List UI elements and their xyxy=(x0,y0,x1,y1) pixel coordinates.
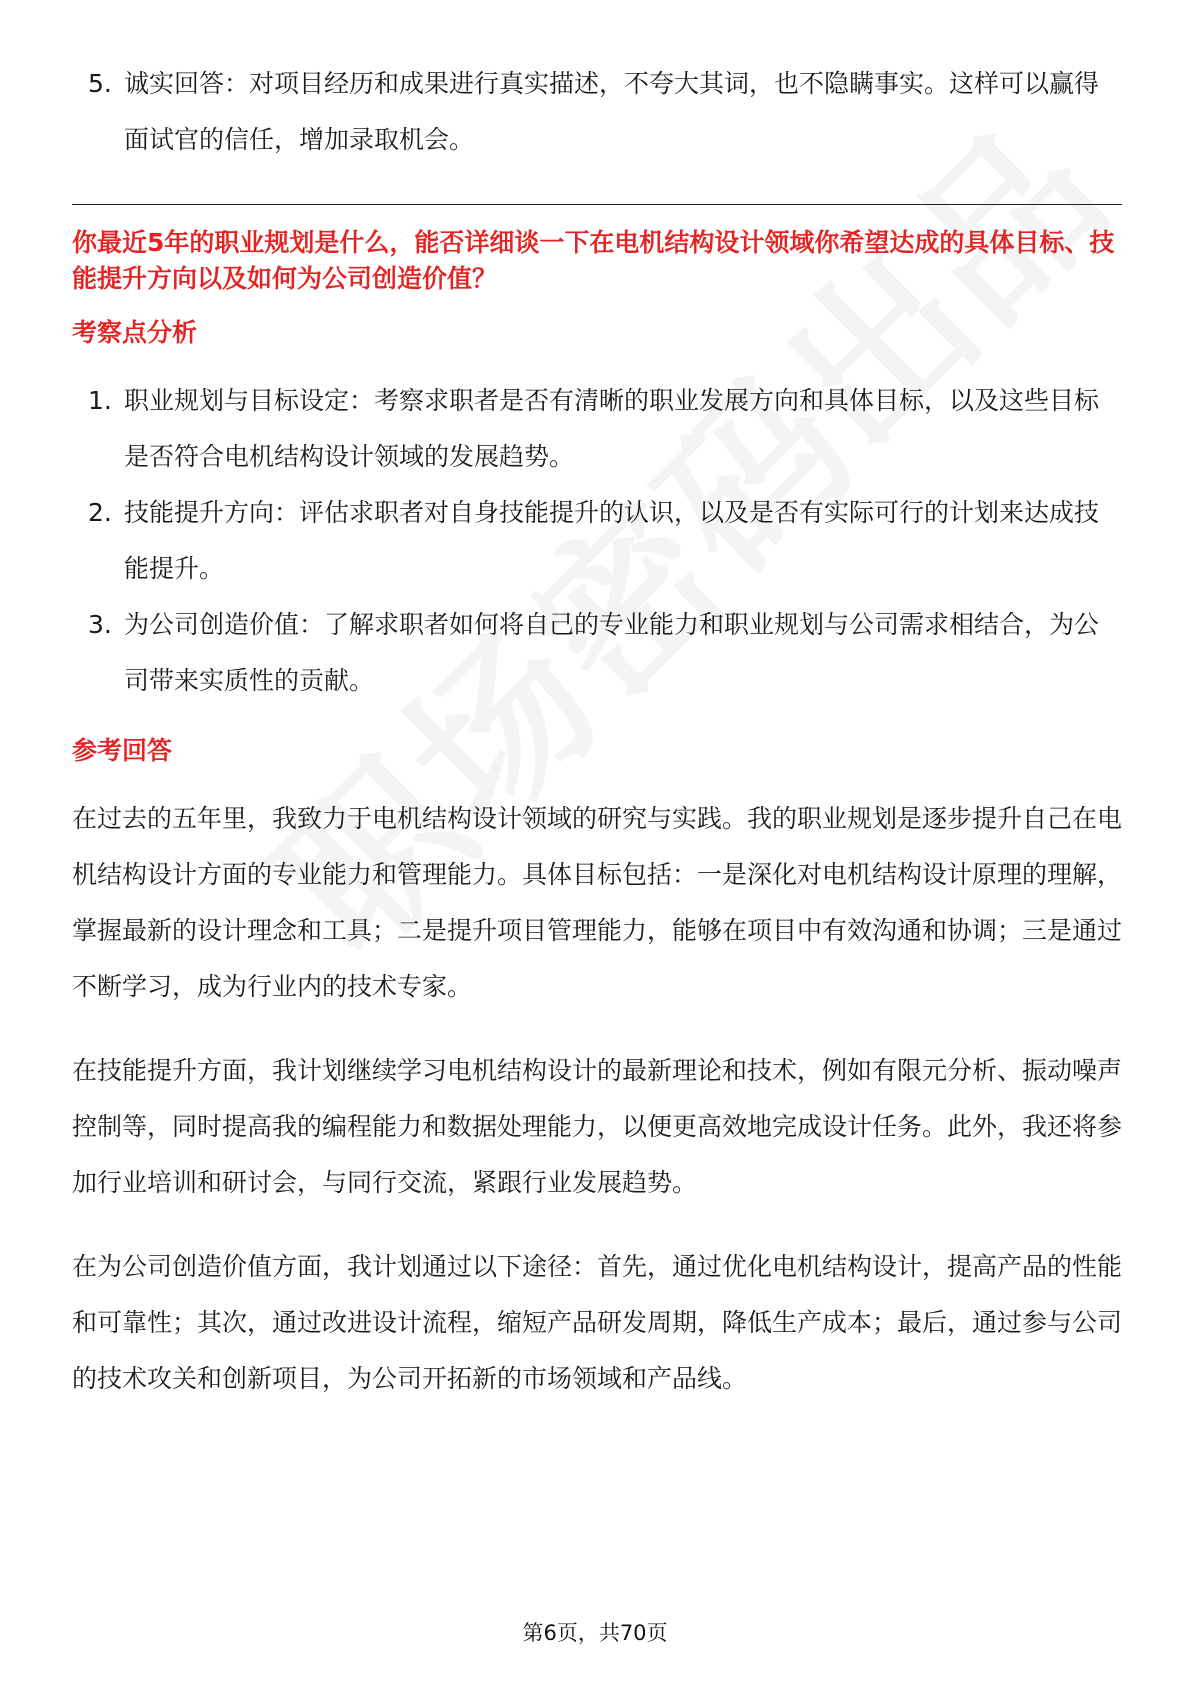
section-divider xyxy=(72,204,1122,205)
list-item xyxy=(72,597,1122,709)
list-text: 技能提升方向：评估求职者对自身技能提升的认识，以及是否有实际可行的计划来达成技能提升。 xyxy=(124,498,1100,583)
answer-paragraph: 在为公司创造价值方面，我计划通过以下途径：首先，通过优化电机结构设计，提高产品的性能和可靠性；其次，通过改进设计流程，缩短产品研发周期，降低生产成本；最后，通过参与公司的技术攻关和创新项目，为公司开拓新的市场领域和产品线。 xyxy=(72,1252,1123,1393)
list-item xyxy=(72,373,1122,485)
list-text: 职业规划与目标设定：考察求职者是否有清晰的职业发展方向和具体目标，以及这些目标是否符合电机结构设计领域的发展趋势。 xyxy=(124,386,1100,471)
answer-paragraph: 在过去的五年里，我致力于电机结构设计领域的研究与实践。我的职业规划是逐步提升自己在电机结构设计方面的专业能力和管理能力。具体目标包括：一是深化对电机结构设计原理的理解，掌握最新的设计理念和工具；二是提升项目管理能力，能够在项目中有效沟通和协调；三是通过不断学习，成为行业内的技术专家。 xyxy=(72,804,1123,1001)
page-footer: 第6页，共70页 xyxy=(522,1621,668,1645)
list-number: 3. xyxy=(88,610,112,639)
answer-paragraph: 在技能提升方面，我计划继续学习电机结构设计的最新理论和技术，例如有限元分析、振动噪声控制等，同时提高我的编程能力和数据处理能力，以便更高效地完成设计任务。此外，我还将参加行业培训和研讨会，与同行交流，紧跟行业发展趋势。 xyxy=(72,1056,1123,1197)
list-text: 为公司创造价值：了解求职者如何将自己的专业能力和职业规划与公司需求相结合，为公司带来实质性的贡献。 xyxy=(124,610,1100,695)
page-content xyxy=(72,56,1122,1435)
list-item-prev xyxy=(72,56,1122,168)
list-item xyxy=(72,485,1122,597)
list-text: 诚实回答：对项目经历和成果进行真实描述，不夸大其词，也不隐瞒事实。这样可以赢得面试官的信任，增加录取机会。 xyxy=(124,69,1100,154)
analysis-list xyxy=(72,373,1122,709)
interview-question: 你最近5年的职业规划是什么，能否详细谈一下在电机结构设计领域你希望达成的具体目标、技能提升方向以及如何为公司创造价值？ xyxy=(72,228,1115,293)
answer-heading: 参考回答 xyxy=(72,736,173,765)
list-number: 1. xyxy=(88,386,112,415)
analysis-heading: 考察点分析 xyxy=(72,318,198,347)
list-number: 2. xyxy=(88,498,112,527)
list-number: 5. xyxy=(88,69,112,98)
